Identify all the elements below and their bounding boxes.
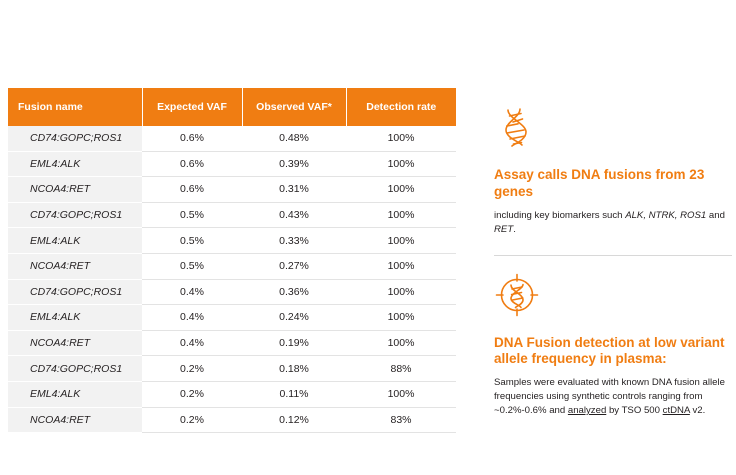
cell-fusion-name: EML4:ALK: [8, 305, 142, 331]
feature-divider: [494, 255, 732, 256]
table-row: [8, 279, 456, 305]
feature-column: [494, 104, 732, 418]
cell-detection-rate: 88%: [346, 356, 456, 382]
table-row: [8, 407, 456, 433]
feature-title: Assay calls DNA fusions from 23 genes: [494, 167, 705, 199]
table-row: [8, 381, 456, 407]
table-row: [8, 177, 456, 203]
table-row: [8, 151, 456, 177]
cell-expected-vaf: 0.5%: [142, 228, 242, 254]
cell-expected-vaf: 0.6%: [142, 151, 242, 177]
cell-detection-rate: 100%: [346, 305, 456, 331]
cell-observed-vaf: 0.48%: [242, 126, 346, 151]
cell-detection-rate: 100%: [346, 177, 456, 203]
cell-fusion-name: CD74:GOPC;ROS1: [8, 279, 142, 305]
fusion-table-container: [8, 88, 456, 433]
analyzed-link: analyzed: [567, 405, 607, 417]
gene-ret: RET: [494, 223, 514, 235]
table-row: [8, 126, 456, 151]
cell-fusion-name: CD74:GOPC;ROS1: [8, 356, 142, 382]
cell-expected-vaf: 0.4%: [142, 279, 242, 305]
cell-observed-vaf: 0.31%: [242, 177, 346, 203]
cell-expected-vaf: 0.4%: [142, 330, 242, 356]
cell-observed-vaf: 0.19%: [242, 330, 346, 356]
cell-expected-vaf: 0.2%: [142, 381, 242, 407]
table-row: [8, 330, 456, 356]
column-header-fusion-name: Fusion name: [8, 88, 142, 126]
cell-detection-rate: 100%: [346, 253, 456, 279]
feature-title: DNA Fusion detection at low variant allele frequency in plasma:: [494, 334, 725, 367]
cell-expected-vaf: 0.4%: [142, 305, 242, 331]
cell-observed-vaf: 0.39%: [242, 151, 346, 177]
table-row: [8, 253, 456, 279]
cell-observed-vaf: 0.11%: [242, 381, 346, 407]
feature-low-vaf-detection: [494, 272, 732, 418]
table-row: [8, 356, 456, 382]
cell-detection-rate: 100%: [346, 381, 456, 407]
cell-observed-vaf: 0.24%: [242, 305, 346, 331]
table-row: [8, 228, 456, 254]
ctdna-link: ctDNA: [662, 405, 690, 417]
cell-expected-vaf: 0.6%: [142, 126, 242, 151]
cell-expected-vaf: 0.5%: [142, 202, 242, 228]
cell-observed-vaf: 0.12%: [242, 407, 346, 433]
table-row: [8, 305, 456, 331]
cell-observed-vaf: 0.36%: [242, 279, 346, 305]
cell-expected-vaf: 0.6%: [142, 177, 242, 203]
feature-dna-fusions: [494, 104, 732, 237]
cell-detection-rate: 100%: [346, 279, 456, 305]
cell-detection-rate: 83%: [346, 407, 456, 433]
cell-fusion-name: EML4:ALK: [8, 228, 142, 254]
table-row: [8, 202, 456, 228]
cell-expected-vaf: 0.2%: [142, 356, 242, 382]
dna-target-icon: [494, 272, 732, 323]
table-header-row: [8, 88, 456, 126]
cell-fusion-name: NCOA4:RET: [8, 407, 142, 433]
column-header-detection-rate: Detection rate: [346, 88, 456, 126]
dna-helix-icon: [494, 104, 732, 155]
column-header-expected-vaf: Expected VAF: [142, 88, 242, 126]
cell-fusion-name: CD74:GOPC;ROS1: [8, 202, 142, 228]
cell-detection-rate: 100%: [346, 126, 456, 151]
cell-detection-rate: 100%: [346, 202, 456, 228]
cell-detection-rate: 100%: [346, 330, 456, 356]
cell-fusion-name: EML4:ALK: [8, 151, 142, 177]
cell-fusion-name: EML4:ALK: [8, 381, 142, 407]
fusion-table: [8, 88, 456, 433]
cell-observed-vaf: 0.33%: [242, 228, 346, 254]
cell-observed-vaf: 0.18%: [242, 356, 346, 382]
cell-fusion-name: NCOA4:RET: [8, 330, 142, 356]
cell-expected-vaf: 0.5%: [142, 253, 242, 279]
feature-body: including key biomarkers such ALK, NTRK, ROS1 and RET.: [494, 209, 725, 235]
cell-detection-rate: 100%: [346, 228, 456, 254]
cell-fusion-name: NCOA4:RET: [8, 253, 142, 279]
table-header: [8, 88, 456, 126]
cell-detection-rate: 100%: [346, 151, 456, 177]
feature-body: Samples were evaluated with known DNA fusion allele frequencies using synthetic controls ranging from ~0.2%-0.6% and analyzed by TSO 500 ctDNA v2.: [494, 377, 725, 417]
cell-observed-vaf: 0.27%: [242, 253, 346, 279]
table-body: [8, 126, 456, 433]
cell-expected-vaf: 0.2%: [142, 407, 242, 433]
cell-fusion-name: CD74:GOPC;ROS1: [8, 126, 142, 151]
cell-observed-vaf: 0.43%: [242, 202, 346, 228]
gene-list: ALK, NTRK, ROS1: [625, 209, 707, 221]
cell-fusion-name: NCOA4:RET: [8, 177, 142, 203]
column-header-observed-vaf: Observed VAF*: [242, 88, 346, 126]
